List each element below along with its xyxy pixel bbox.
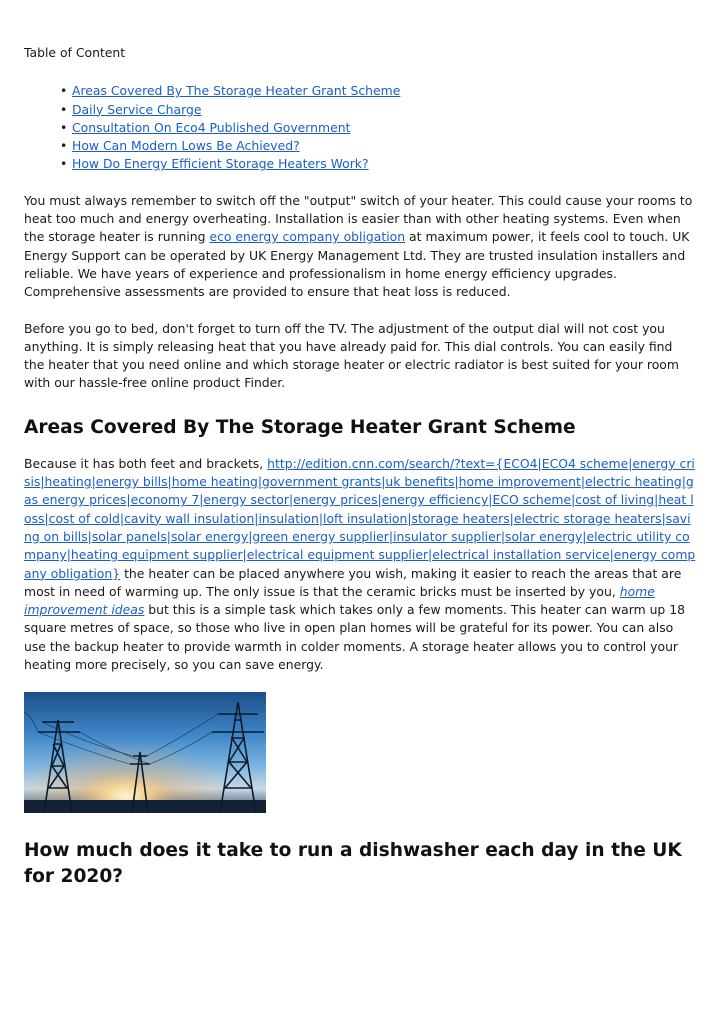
toc-item — [62, 155, 696, 173]
section-heading-dishwasher-cost: How much does it take to run a dishwasher each day in the UK for 2020? — [24, 840, 682, 888]
paragraph-text: Because it has both feet and brackets, — [24, 455, 268, 471]
toc-link-daily-service-charge[interactable]: Daily Service Charge — [72, 101, 202, 117]
toc-link-modern-lows[interactable]: How Can Modern Lows Be Achieved? — [72, 138, 300, 154]
section-heading-areas-covered: Areas Covered By The Storage Heater Grant Scheme — [24, 416, 576, 438]
toc-link-storage-heaters-work[interactable]: How Do Energy Efficient Storage Heaters Work? — [72, 156, 369, 172]
eco-energy-link[interactable]: eco energy company obligation — [209, 229, 406, 245]
paragraph-text: at maximum power, it feels cool to touch. UK Energy Support can be operated by UK Energy Management Ltd. They are trusted insulation installers and reliable. We have years of experience and professionalism in home energy efficiency upgrades. Comprehensive assessments are provided to ensure that heat loss is reduced. — [24, 229, 690, 300]
paragraph-text: the heater can be placed anywhere you wish, making it easier to reach the areas that are most in need of warming up. The only issue is that the ceramic bricks must be inserted by you, — [24, 565, 682, 599]
toc-link-areas-covered[interactable]: Areas Covered By The Storage Heater Grant Scheme — [72, 83, 401, 99]
toc-item — [62, 82, 696, 100]
paragraph-output-switch — [24, 192, 696, 302]
power-lines-photo — [24, 692, 266, 813]
paragraph-text: but this is a simple task which takes only a few moments. This heater can warm up 18 square metres of space, so those who live in open plan homes will be grateful for its power. You can also use the backup heater to provide warmth in colder moments. A storage heater allows you to control your heating more precisely, so you can save energy. — [24, 602, 686, 673]
paragraph-bedtime: Before you go to bed, don't forget to turn off the TV. The adjustment of the output dial will not cost you anything. It is simply releasing heat that you have already paid for. This dial controls. You can easily find the heater that you need online and which storage heater or electric radiator is best suited for your room with our hassle-free online product Finder. — [24, 320, 679, 391]
toc-item — [62, 101, 696, 119]
toc-link-consultation-eco4[interactable]: Consultation On Eco4 Published Government — [72, 119, 351, 135]
toc-item — [62, 119, 696, 137]
toc-title: Table of Content — [24, 45, 126, 60]
toc-item — [62, 137, 696, 155]
cnn-search-link[interactable]: http://edition.cnn.com/search/?text={ECO4|ECO4 scheme|energy crisis|heating|energy bills|home heating|government grants|uk benefits|home improvement|electric heating|gas energy prices|economy 7|energy sector|energy prices|energy efficiency|ECO scheme|cost of living|heat loss|cost of cold|cavity wall insulation|insulation|loft insulation|storage heaters|electric storage heaters|saving on bills|solar panels|solar energy|green energy supplier|insulator supplier|solar energy|electric utility company|heating equipment supplier|electrical equipment supplier|electrical installation service|energy company obligation} — [24, 455, 696, 581]
toc-list — [24, 82, 696, 173]
paragraph-feet-brackets — [24, 455, 696, 675]
home-improvement-ideas-link[interactable]: home improvement ideas — [24, 583, 655, 618]
paragraph-text: You must always remember to switch off the "output" switch of your heater. This could cause your rooms to heat too much and energy overheating. Installation is easier than with other heating systems. Even when the storage heater is running — [24, 192, 693, 245]
